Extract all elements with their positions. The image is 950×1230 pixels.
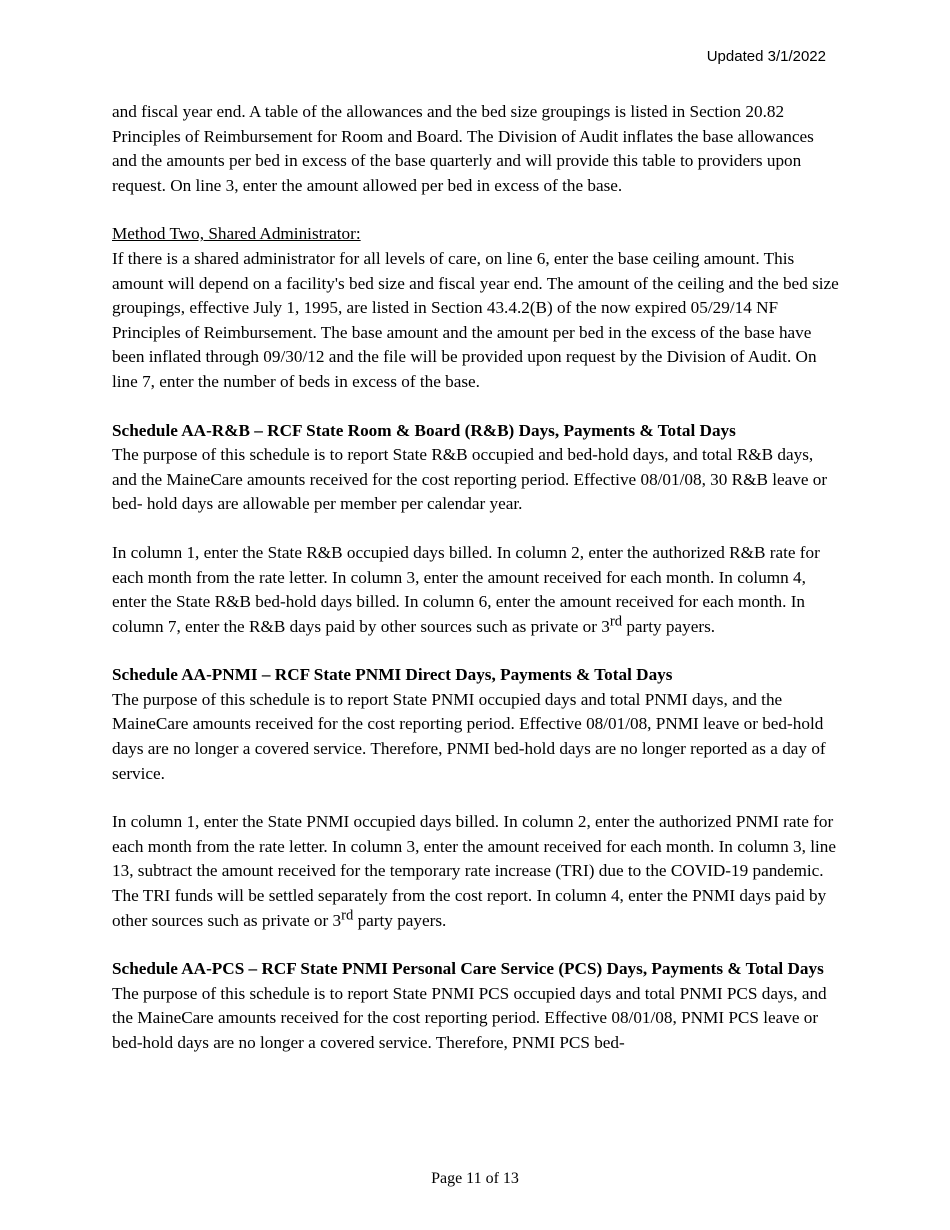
pnmi-columns-text-end: party payers. — [353, 910, 447, 930]
rb-columns-text: In column 1, enter the State R&B occupied days billed. In column 2, enter the authorized R&B rate for each month from the rate letter. In column 3, enter the amount received for each month. In column 4, enter the State R&B bed-hold days billed. In column 6, enter the amount received for each month. In column 7, enter the R&B days paid by other sources such as private or 3 — [112, 542, 820, 636]
paragraph-pnmi-purpose: The purpose of this schedule is to report State PNMI occupied days and total PNMI days, and the MaineCare amounts received for the cost reporting period. Effective 08/01/08, PNMI leave or bed-hold days are no longer a covered service. Therefore, PNMI bed-hold days are no longer reported as a day of service. — [112, 689, 826, 783]
paragraph-shared-administrator: If there is a shared administrator for all levels of care, on line 6, enter the base ceiling amount. This amount will depend on a facility's bed size and fiscal year end. The amount of the ceiling and the bed size groupings, effective July 1, 1995, are listed in Section 43.4.2(B) of the now expired 05/29/14 NF Principles of Reimbursement. The base amount and the amount per bed in the excess of the base have been inflated through 09/30/12 and the file will be provided upon request by the Division of Audit. On line 7, enter the number of beds in excess of the base. — [112, 248, 839, 391]
page-number: Page 11 of 13 — [431, 1170, 519, 1187]
pnmi-ordinal-suffix: rd — [341, 907, 354, 924]
updated-date: Updated 3/1/2022 — [706, 48, 826, 65]
schedule-pnmi-heading: Schedule AA-PNMI – RCF State PNMI Direct Days, Payments & Total Days — [112, 665, 673, 685]
method-two-heading: Method Two, Shared Administrator: — [112, 224, 361, 244]
paragraph-rb-purpose: The purpose of this schedule is to report State R&B occupied and bed-hold days, and total R&B days, and the MaineCare amounts received for the cost reporting period. Effective 08/01/08, 30 R&B leave or bed- hold days are allowable per member per calendar year. — [112, 445, 828, 514]
rb-ordinal-suffix: rd — [609, 613, 623, 630]
paragraph-pcs-purpose: The purpose of this schedule is to report State PNMI PCS occupied days and total PNMI PCS days, and the MaineCare amounts received for the cost reporting period. Effective 08/01/08, PNMI PCS leave or bed-hold days are no longer a covered service. Therefore, PNMI PCS bed- — [112, 983, 827, 1052]
paragraph-fiscal-year: and fiscal year end. A table of the allowances and the bed size groupings is listed in Section 20.82 Principles of Reimbursement for Room and Board. The Division of Audit inflates the base allowances and the amounts per bed in excess of the base quarterly and will provide this table to providers upon request. On line 3, enter the amount allowed per bed in excess of the base. — [112, 102, 814, 195]
schedule-pcs-heading: Schedule AA-PCS – RCF State PNMI Personal Care Service (PCS) Days, Payments & Total Days — [112, 959, 824, 979]
paragraph-rb-columns — [112, 541, 840, 639]
paragraph-pnmi-columns — [112, 810, 840, 933]
document-body — [112, 100, 840, 1056]
pnmi-columns-text: In column 1, enter the State PNMI occupied days billed. In column 2, enter the authorized PNMI rate for each month from the rate letter. In column 3, enter the amount received for each month. In column 3, line 13, subtract the amount received for the temporary rate increase (TRI) due to the COVID-19 pandemic. The TRI funds will be settled separately from the cost report. In column 4, enter the PNMI days paid by other sources such as private or 3 — [112, 812, 837, 930]
rb-columns-text-end: party payers. — [622, 616, 716, 636]
schedule-rb-heading: Schedule AA-R&B – RCF State Room & Board (R&B) Days, Payments & Total Days — [112, 420, 736, 440]
